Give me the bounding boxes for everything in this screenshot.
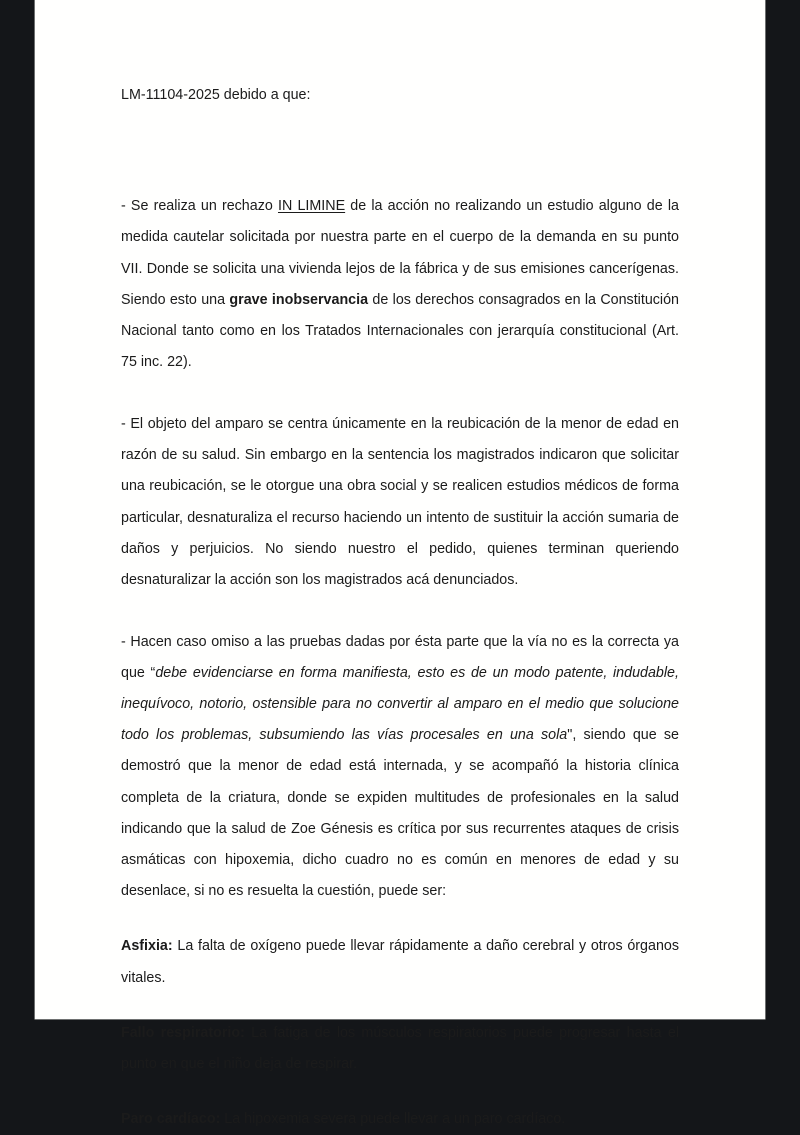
paragraph-caso-omiso-pruebas (121, 627, 683, 908)
paragraph-riesgo-paro-cardiaco (121, 1104, 679, 1135)
paragraph-objeto-del-amparo-run-0-normal: - El objeto del amparo se centra únicamente en la reubicación de la menor de edad en razón de su salud. Sin embargo en la sentencia los magistrados indicaron que solicitar una reubicación, se le otorgue una obra social y se realicen estudios médicos de forma particular, desnaturaliza el recurso haciendo un intento de sustituir la acción sumaria de daños y perjuicios. No siendo nuestro el pedido, quienes terminan queriendo desnaturalizar la acción son los magistrados acá denunciados. (121, 415, 683, 588)
paragraph-rechazo-in-limine-run-3-bold: grave inobservancia (229, 291, 369, 308)
paragraph-riesgo-paro-cardiaco-run-0-bold: Paro cardíaco: (121, 1111, 221, 1128)
paragraph-rechazo-in-limine-run-2-normal: de la acción no realizando un estudio alguno de la medida cautelar solicitada por nuestra parte en el cuerpo de la demanda en su punto VII. Donde se solicita una vivienda lejos de la fábrica y de sus emisiones cancerígenas. Siendo esto una (121, 198, 683, 308)
paragraph-rechazo-in-limine-run-4-normal: de los derechos consagrados en la Constitución Nacional tanto como en los Tratados Internacionales con jerarquía constitucional (Art. 75 inc. 22). (121, 291, 683, 371)
paragraph-caso-omiso-pruebas-run-2-normal: ", siendo que se demostró que la menor de edad está internada, y se acompañó la historia clínica completa de la criatura, donde se expiden multitudes de profesionales en la salud indicando que la salud de Zoe Génesis es crítica por sus recurrentes ataques de crisis asmáticas con hipoxemia, dicho cuadro no es común en menores de edad y su desenlace, si no es resuelta la cuestión, puede ser: (121, 727, 683, 900)
paragraph-rechazo-in-limine-run-0-normal: - Se realiza un rechazo (121, 198, 278, 215)
paragraph-riesgo-asfixia-run-1-normal: La falta de oxígeno puede llevar rápidamente a daño cerebral y otros órganos vitales. (121, 938, 683, 986)
document-page (35, 0, 765, 1128)
case-reference-line-run-0-normal: LM-11104-2025 debido a que: (121, 87, 311, 103)
paragraph-rechazo-in-limine (121, 191, 683, 378)
paragraph-rechazo-in-limine-run-1-underline: IN LIMINE (277, 198, 346, 215)
paragraph-riesgo-asfixia-run-0-bold: Asfixia: (121, 938, 173, 955)
paragraph-caso-omiso-pruebas-run-1-italic: debe evidenciarse en forma manifiesta, esto es de un modo patente, indudable, inequívoco, notorio, ostensible para no convertir al amparo en el medio que solucione todo los problemas, subsumiendo las vías procesales en una sola (121, 664, 683, 744)
paragraph-riesgo-asfixia (121, 931, 683, 993)
paragraph-riesgo-fallo-respiratorio (121, 1018, 683, 1080)
paragraph-riesgo-fallo-respiratorio-run-1-normal: La fatiga de los músculos respiratorios puede progresar hasta el punto en que el niño deja de respirar. (121, 1024, 683, 1073)
document-text-column (121, 0, 683, 1128)
paragraph-riesgo-fallo-respiratorio-run-0-bold: Fallo respiratorio: (121, 1024, 245, 1041)
paragraph-objeto-del-amparo (121, 409, 683, 596)
paragraph-riesgo-paro-cardiaco-run-1-normal: La hipoxemia severa puede llevar a un paro cardíaco. (220, 1111, 566, 1128)
paragraph-caso-omiso-pruebas-run-0-normal: - Hacen caso omiso a las pruebas dadas por ésta parte que la vía no es la correcta ya que “ (121, 633, 683, 681)
case-reference-line (121, 80, 679, 111)
